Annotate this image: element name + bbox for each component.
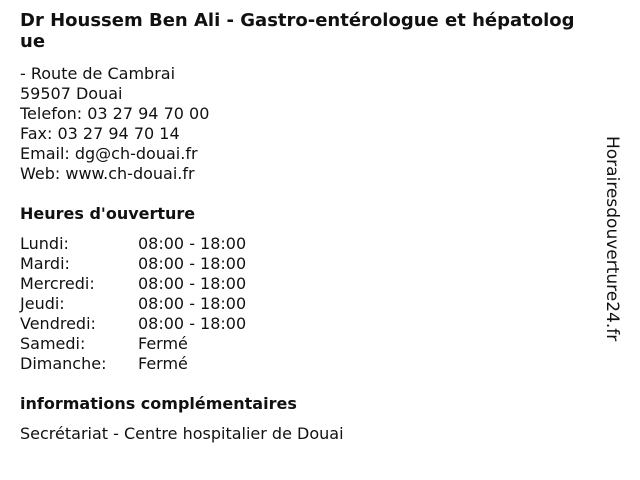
hours-row <box>20 234 600 254</box>
hours-day: Vendredi: <box>20 314 96 333</box>
hours-row <box>20 334 600 354</box>
address-street: - Route de Cambrai <box>20 64 176 83</box>
hours-row <box>20 254 600 274</box>
fax-line: Fax: 03 27 94 70 14 <box>20 124 180 143</box>
phone-line: Telefon: 03 27 94 70 00 <box>20 104 210 123</box>
hours-day: Jeudi: <box>20 294 65 313</box>
hours-time: 08:00 - 18:00 <box>138 234 247 253</box>
hours-row <box>20 314 600 334</box>
hours-row <box>20 294 600 314</box>
hours-time: 08:00 - 18:00 <box>138 254 247 273</box>
site-watermark: Horairesdouverture24.fr <box>602 136 622 342</box>
hours-table <box>20 234 600 374</box>
hours-day: Mercredi: <box>20 274 95 293</box>
hours-time: Fermé <box>138 354 188 373</box>
hours-day: Mardi: <box>20 254 70 273</box>
hours-row <box>20 274 600 294</box>
page-title: Dr Houssem Ben Ali - Gastro-entérologue et hépatologue <box>20 10 575 52</box>
hours-day: Lundi: <box>20 234 69 253</box>
hours-time: 08:00 - 18:00 <box>138 294 247 313</box>
hours-time: 08:00 - 18:00 <box>138 274 247 293</box>
hours-time: 08:00 - 18:00 <box>138 314 247 333</box>
contact-block <box>20 64 600 184</box>
address-city: 59507 Douai <box>20 84 123 103</box>
additional-info-text: Secrétariat - Centre hospitalier de Douai <box>20 424 344 443</box>
email-line: Email: dg@ch-douai.fr <box>20 144 198 163</box>
additional-info-heading: informations complémentaires <box>20 394 297 413</box>
hours-heading: Heures d'ouverture <box>20 204 196 223</box>
hours-time: Fermé <box>138 334 188 353</box>
hours-day: Samedi: <box>20 334 86 353</box>
listing-content <box>20 10 600 444</box>
hours-row <box>20 354 600 374</box>
web-line: Web: www.ch-douai.fr <box>20 164 195 183</box>
hours-day: Dimanche: <box>20 354 107 373</box>
